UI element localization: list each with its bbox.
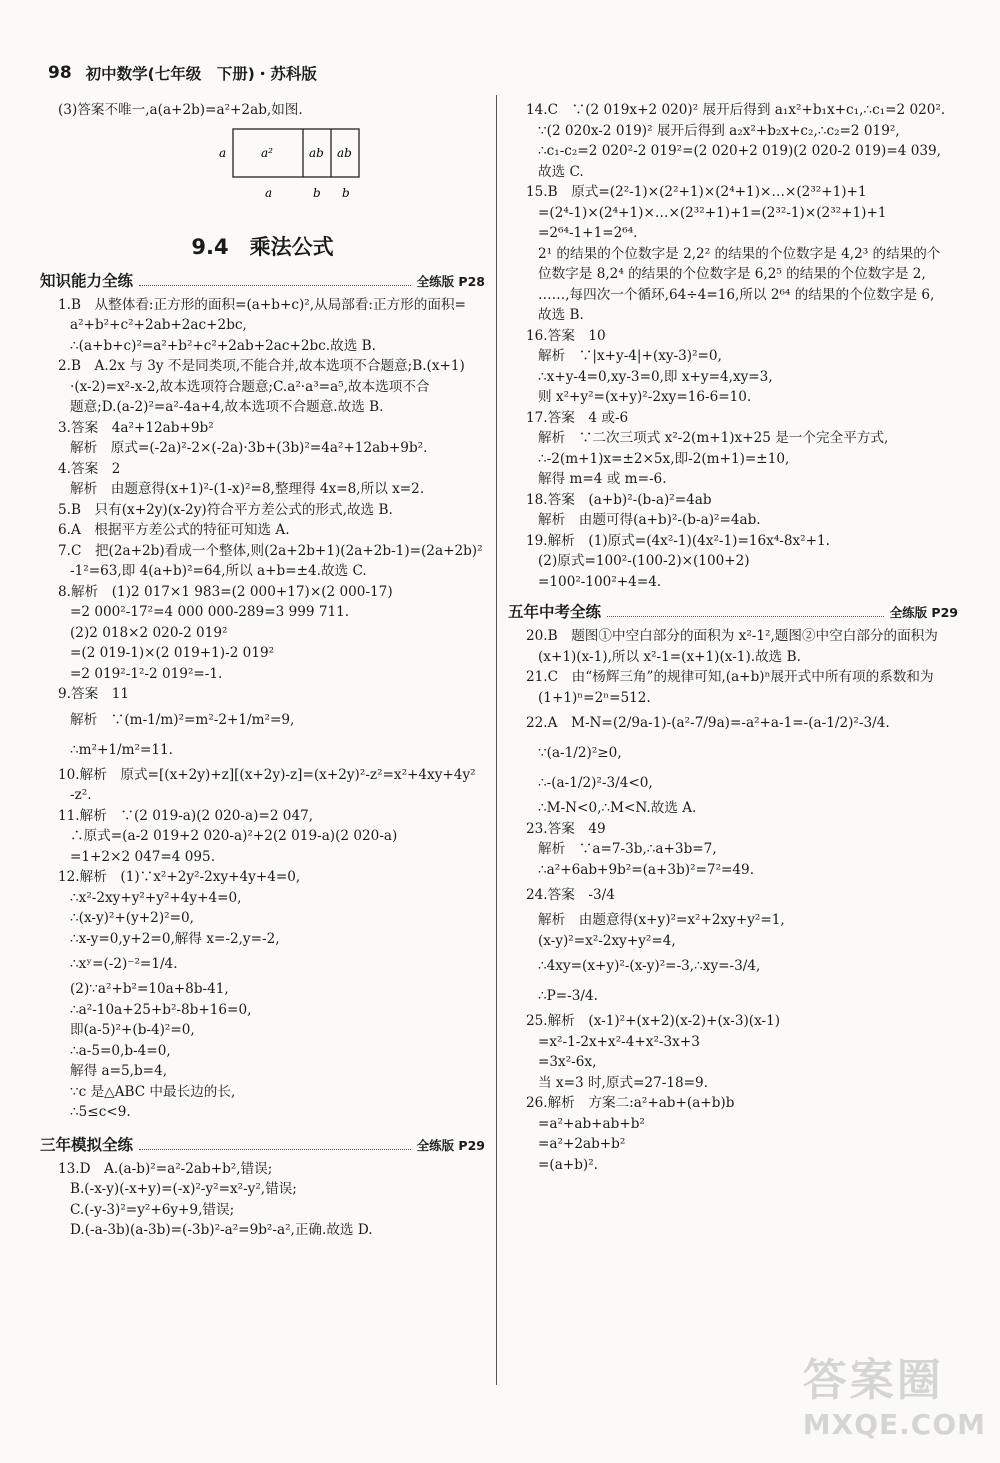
answer-line: 9.答案 11	[58, 686, 130, 702]
answer-line: 2¹ 的结果的个位数字是 2,2² 的结果的个位数字是 4,2³ 的结果的个	[538, 245, 941, 262]
fig-bottom-1: a	[265, 185, 273, 200]
section-heading-mock	[40, 1133, 485, 1155]
answer-line: 当 x=3 时,原式=27-18=9.	[538, 1074, 708, 1091]
intro-line: (3)答案不唯一,a(a+2b)=a²+2ab,如图.	[58, 102, 303, 118]
answer-line: -1²=63,即 4(a+b)²=64,所以 a+b=±4.故选 C.	[70, 563, 367, 579]
answer-line: ∴-(a-1/2)²-3/4<0,	[538, 775, 653, 791]
answer-line: 4.答案 2	[58, 460, 121, 477]
answer-line: 解得 m=4 或 m=-6.	[538, 471, 667, 487]
answer-line: =2 000²-17²=4 000 000-289=3 999 711.	[70, 604, 350, 620]
answer-line: (2)∵a²+b²=10a+8b-41,	[70, 981, 229, 997]
answer-line: (2)原式=100²-(100-2)×(100+2)	[538, 553, 750, 569]
answer-line: 解析 由题可得(a+b)²-(b-a)²=4ab.	[538, 512, 761, 528]
answer-line: 题意;D.(a-2)²=a²-4a+4,故本选项不合题意.故选 B.	[70, 399, 384, 415]
answer-line: 5.B 只有(x+2y)(x-2y)符合平方差公式的形式,故选 B.	[58, 501, 393, 518]
answer-line: (2)2 018×2 020-2 019²	[70, 624, 228, 641]
answer-line: 12.解析 (1)∵x²+2y²-2xy+4y+4=0,	[58, 869, 301, 885]
answer-line: =x²-1-2x+x²-4+x²-3x+3	[538, 1033, 700, 1050]
answer-line: 17.答案 4 或-6	[526, 409, 629, 426]
right-column	[508, 100, 958, 1175]
answer-line: (x+1)(x-1),所以 x²-1=(x+1)(x-1).故选 B.	[538, 648, 801, 665]
answer-line: 解析 由题意得(x+y)²=x²+2xy+y²=1,	[538, 912, 785, 928]
answer-line: 18.答案 (a+b)²-(b-a)²=4ab	[526, 491, 712, 508]
answer-line: ∴(x-y)²+(y+2)²=0,	[70, 910, 194, 926]
answer-line: ∴a-5=0,b-4=0,	[70, 1042, 171, 1059]
answer-line: =2⁶⁴-1+1=2⁶⁴.	[538, 225, 638, 241]
answer-line: a²+b²+c²+2ab+2ac+2bc,	[70, 317, 247, 333]
answer-line: 20.B 题图①中空白部分的面积为 x²-1²,题图②中空白部分的面积为	[526, 628, 938, 644]
answer-line: ·(x-2)=x²-x-2,故本选项符合题意;C.a²·a³=a⁵,故本选项不合	[70, 378, 430, 395]
answer-line: 19.解析 (1)原式=(4x²-1)(4x²-1)=16x⁴-8x²+1.	[526, 532, 830, 549]
area-diagram	[215, 127, 365, 203]
section-heading-title: 三年模拟全练	[40, 1135, 134, 1154]
answer-line: 21.C 由“杨辉三角”的规律可知,(a+b)ⁿ展开式中所有项的系数和为	[526, 669, 934, 685]
answer-line: ∵(2 020x-2 019)² 展开后得到 a₂x²+b₂x+c₂,∴c₂=2 019²,	[538, 122, 900, 139]
answer-line: ∵(a-1/2)²≥0,	[538, 745, 622, 761]
fig-side-label: a	[219, 145, 227, 160]
answer-line: 解析 ∵二次三项式 x²-2(m+1)x+25 是一个完全平方式,	[538, 430, 889, 446]
answer-line: 15.B 原式=(2²-1)×(2²+1)×(2⁴+1)×…×(2³²+1)+1	[526, 184, 867, 200]
answer-line: =(a+b)².	[538, 1156, 598, 1173]
section-heading-title: 知识能力全练	[40, 271, 134, 290]
answer-list	[40, 295, 485, 1123]
answer-line: =100²-100²+4=4.	[538, 573, 662, 590]
answer-line: ∴x²-2xy+y²+y²+4y+4=0,	[70, 889, 242, 906]
answer-line: ∴原式=(a-2 019+2 020-a)²+2(2 019-a)(2 020-a)	[70, 828, 398, 844]
fig-cell-2: ab	[309, 145, 324, 160]
answer-line: 2.B A.2x 与 3y 不是同类项,不能合并,故本选项不合题意;B.(x+1)	[58, 358, 465, 374]
fig-bottom-2: b	[313, 185, 321, 200]
answer-line: (1+1)ⁿ=2ⁿ=512.	[538, 689, 651, 706]
answer-line: ∴4xy=(x+y)²-(x-y)²=-3,∴xy=-3/4,	[538, 958, 761, 974]
answer-line: 解析 由题意得(x+1)²-(1-x)²=8,整理得 4x=8,所以 x=2.	[70, 481, 425, 497]
section-heading-ref: 全练版 P29	[416, 1137, 485, 1153]
answer-line: =a²+2ab+b²	[538, 1136, 626, 1152]
answer-line: 14.C ∵(2 019x+2 020)² 展开后得到 a₁x²+b₁x+c₁,∴c₁=2 020².	[526, 102, 946, 118]
answer-line: ∴x+y-4=0,xy-3=0,即 x+y=4,xy=3,	[538, 368, 773, 385]
answer-line: 7.C 把(2a+2b)看成一个整体,则(2a+2b+1)(2a+2b-1)=(2a+2b)²	[58, 542, 483, 559]
answer-line: =(2 019-1)×(2 019+1)-2 019²	[70, 645, 275, 661]
answer-line: =a²+ab+ab+b²	[538, 1115, 645, 1132]
answer-line: 解析 ∵a=7-3b,∴a+3b=7,	[538, 841, 717, 857]
section-heading-ref: 全练版 P29	[889, 605, 958, 620]
answer-line: ∴a²-10a+25+b²-8b+16=0,	[70, 1001, 252, 1018]
answer-line: 解析 原式=(-2a)²-2×(-2a)·3b+(3b)²=4a²+12ab+9b².	[70, 440, 428, 456]
answer-line: =1+2×2 047=4 095.	[70, 848, 216, 865]
answer-line: ∴xʸ=(-2)⁻²=1/4.	[70, 956, 178, 972]
answer-line: 6.A 根据平方差公式的特征可知选 A.	[58, 522, 290, 538]
watermark	[803, 1344, 986, 1441]
section-heading-title: 五年中考全练	[508, 603, 602, 621]
answer-line: ……,每四次一个循环,64÷4=16,所以 2⁶⁴ 的结果的个位数字是 6,	[538, 286, 935, 303]
answer-line: ∴M-N<0,∴M<N.故选 A.	[538, 800, 697, 816]
answer-list	[40, 1159, 485, 1241]
answer-line: -z².	[70, 787, 92, 803]
area-figure	[215, 127, 485, 207]
answer-line: 则 x²+y²=(x+y)²-2xy=16-6=10.	[538, 389, 752, 405]
answer-line: B.(-x-y)(-x+y)=(-x)²-y²=x²-y²,错误;	[70, 1181, 297, 1197]
answer-line: 13.D A.(a-b)²=a²-2ab+b²,错误;	[58, 1160, 273, 1177]
answer-line: ∴a²+6ab+9b²=(a+3b)²=7²=49.	[538, 861, 755, 878]
answer-line: 3.答案 4a²+12ab+9b²	[58, 419, 214, 436]
fig-cell-3: ab	[337, 145, 352, 160]
answer-line: 10.解析 原式=[(x+2y)+z][(x+2y)-z]=(x+2y)²-z²=x²+4xy+4y²	[58, 766, 476, 783]
watermark-sub: MXQE.COM	[802, 1408, 986, 1441]
answer-line: 24.答案 -3/4	[526, 887, 615, 903]
answer-line: C.(-y-3)²=y²+6y+9,错误;	[70, 1201, 235, 1218]
answer-line: ∴P=-3/4.	[538, 988, 598, 1004]
answer-line: ∴(a+b+c)²=a²+b²+c²+2ab+2ac+2bc.故选 B.	[70, 337, 376, 354]
left-column	[40, 100, 485, 1241]
answer-line: 故选 B.	[538, 307, 584, 323]
answer-line: ∴c₁-c₂=2 020²-2 019²=(2 020+2 019)(2 020-2 019)=4 039,	[538, 143, 941, 159]
answer-line: 23.答案 49	[526, 820, 606, 837]
section-title: 9.4 乘法公式	[191, 234, 334, 259]
page-header	[48, 58, 317, 88]
fig-bottom-3: b	[342, 185, 350, 200]
answer-line: 解得 a=5,b=4,	[70, 1063, 168, 1079]
answer-line: 解析 ∵|x+y-4|+(xy-3)²=0,	[538, 348, 722, 364]
answer-line: 11.解析 ∵(2 019-a)(2 020-a)=2 047,	[58, 807, 314, 824]
answer-list	[508, 626, 958, 1175]
answer-line: 8.解析 (1)2 017×1 983=(2 000+17)×(2 000-17)	[58, 583, 393, 600]
answer-line: 25.解析 (x-1)²+(x+2)(x-2)+(x-3)(x-1)	[526, 1013, 781, 1029]
answer-line: 解析 ∵(m-1/m)²=m²-2+1/m²=9,	[70, 711, 295, 728]
answer-line: D.(-a-3b)(a-3b)=(-3b)²-a²=9b²-a²,正确.故选 D.	[70, 1222, 373, 1238]
answer-line: 1.B 从整体看:正方形的面积=(a+b+c)²,从局部看:正方形的面积=	[58, 296, 466, 313]
answer-line: 故选 C.	[538, 163, 584, 180]
watermark-main: 答案圈	[802, 1355, 944, 1406]
answer-line: 22.A M-N=(2/9a-1)-(a²-7/9a)=-a²+a-1=-(a-1/2)²-3/4.	[526, 715, 890, 731]
answer-line: ∴-2(m+1)x=±2×5x,即-2(m+1)=±10,	[538, 450, 790, 467]
fig-cell-1: a²	[261, 145, 273, 160]
answer-line: 16.答案 10	[526, 327, 606, 344]
answer-line: 位数字是 8,2⁴ 的结果的个位数字是 6,2⁵ 的结果的个位数字是 2,	[538, 266, 926, 282]
answer-line: =3x²-6x,	[538, 1054, 597, 1070]
section-heading-knowledge	[40, 269, 485, 291]
answer-line: ∴5≤c<9.	[70, 1104, 131, 1120]
answer-line: 26.解析 方案二:a²+ab+(a+b)b	[526, 1095, 735, 1111]
answer-line: ∴m²+1/m²=11.	[70, 741, 173, 758]
section-heading-exam	[508, 600, 958, 622]
section-heading-ref: 全练版 P28	[416, 273, 485, 289]
page-number: 98	[48, 63, 72, 83]
answer-line: (x-y)²=x²-2xy+y²=4,	[538, 932, 676, 949]
book-title: 初中数学(七年级 下册)・苏科版	[85, 65, 317, 83]
answer-line: =2 019²-1²-2 019²=-1.	[70, 665, 223, 682]
column-divider	[496, 95, 497, 1385]
answer-line: 即(a-5)²+(b-4)²=0,	[70, 1022, 195, 1038]
answer-line: ∴x-y=0,y+2=0,解得 x=-2,y=-2,	[70, 930, 280, 947]
answer-line: =(2⁴-1)×(2⁴+1)×…×(2³²+1)+1=(2³²-1)×(2³²+1)+1	[538, 204, 887, 221]
answer-list	[508, 100, 958, 592]
answer-line: ∵c 是△ABC 中最长边的长,	[70, 1083, 236, 1100]
